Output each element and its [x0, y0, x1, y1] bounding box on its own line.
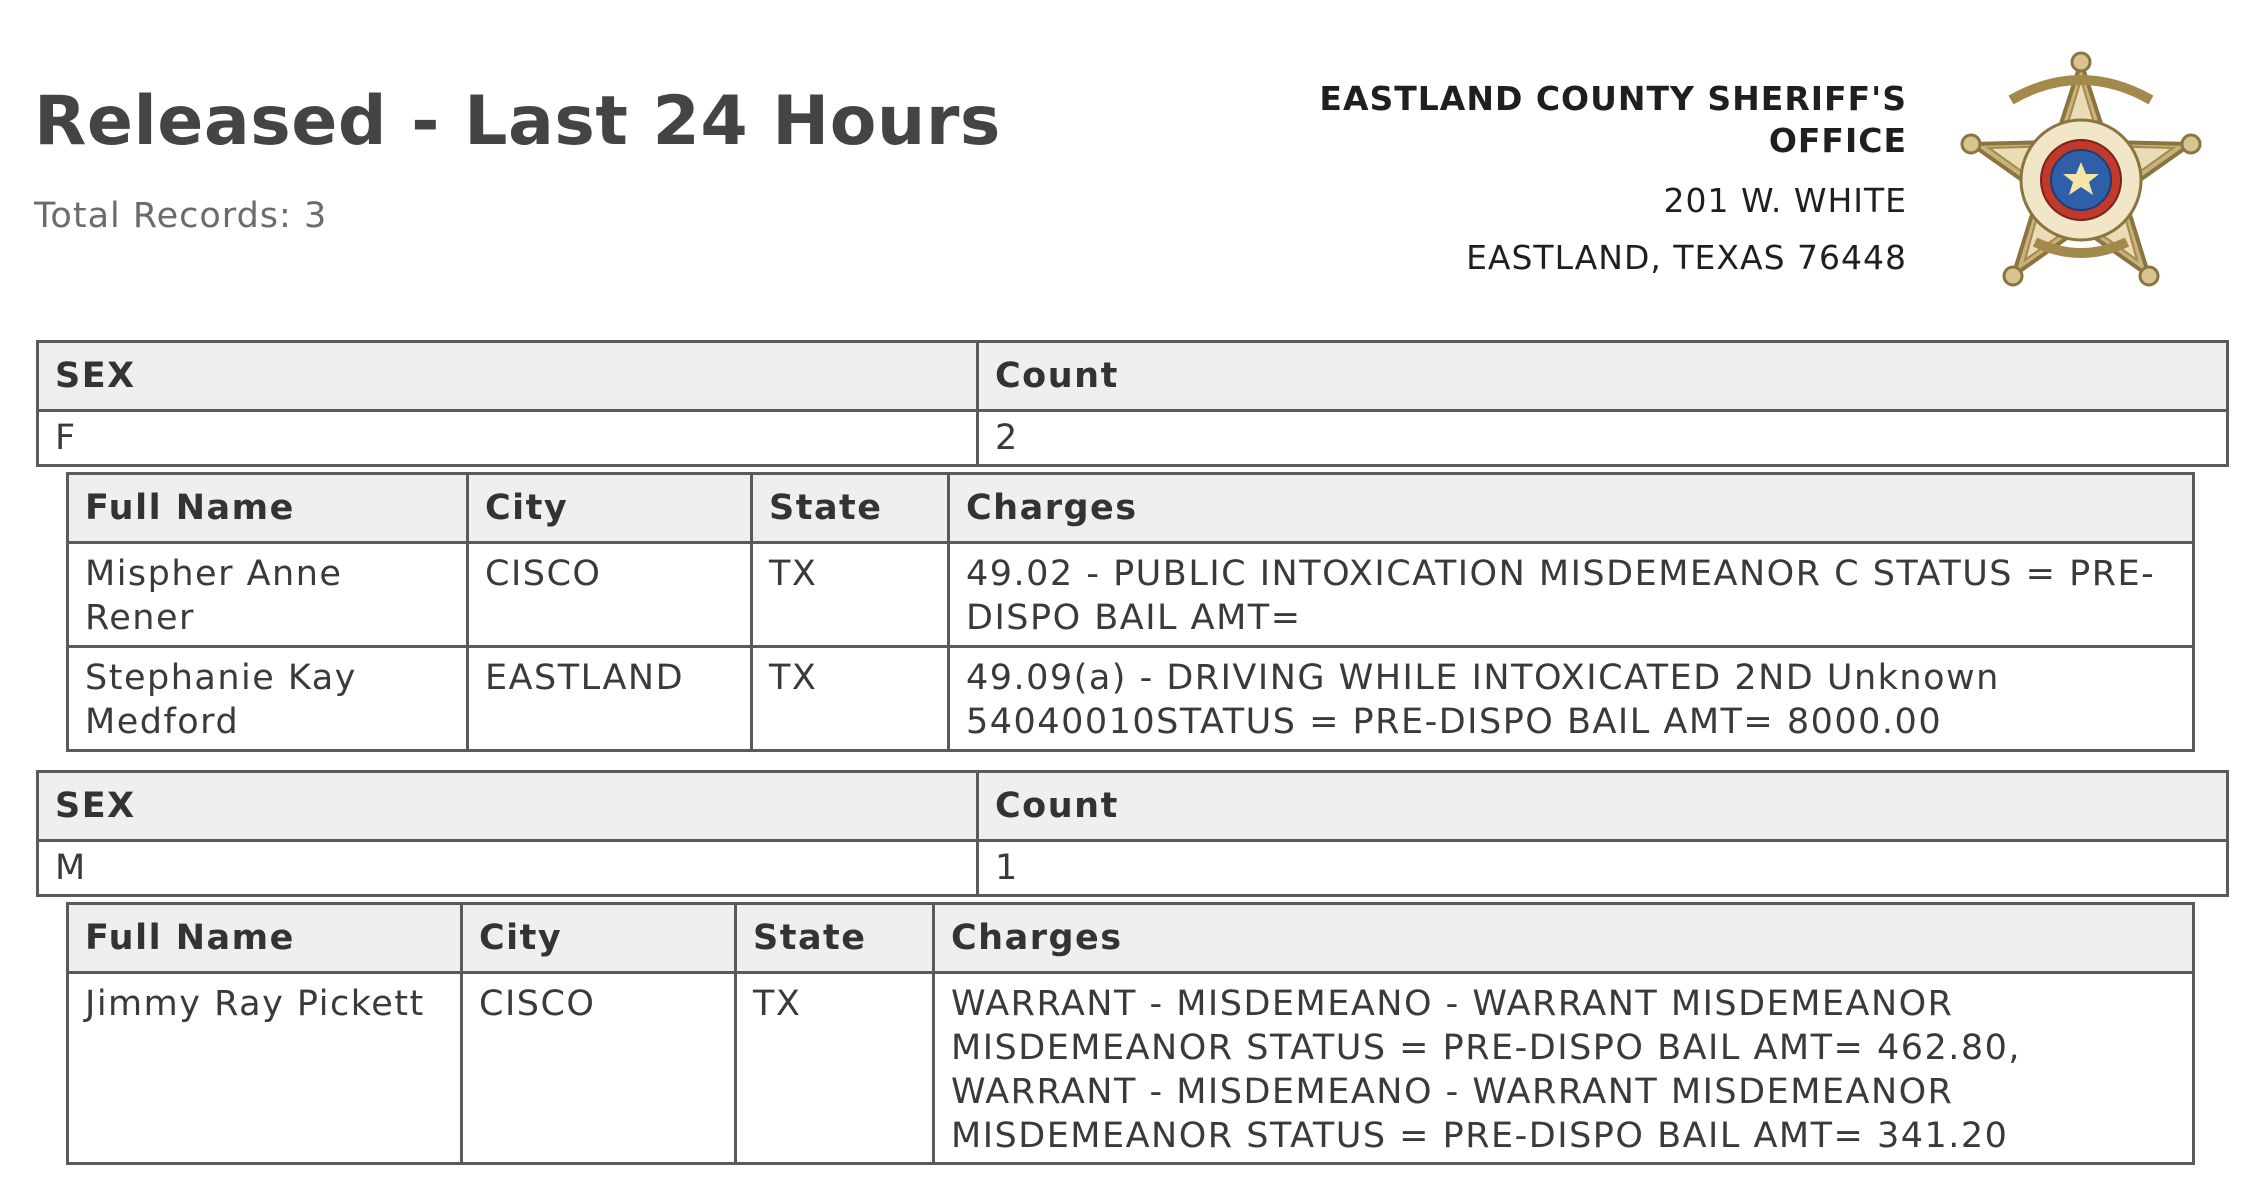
full-name-cell: Jimmy Ray Pickett	[68, 973, 462, 1164]
city-column-header: City	[462, 904, 736, 973]
sex-group-row	[38, 841, 2228, 896]
sheriff-star-badge-icon	[1938, 30, 2224, 304]
sex-column-header: SEX	[38, 772, 978, 841]
count-column-header: Count	[978, 772, 2228, 841]
state-column-header: State	[752, 474, 949, 543]
details-header-row	[68, 904, 2194, 973]
agency-address-line1: 201 W. WHITE	[1663, 181, 1907, 220]
table-row	[68, 543, 2194, 647]
full-name-column-header: Full Name	[68, 904, 462, 973]
city-cell: EASTLAND	[468, 647, 752, 751]
agency-info	[1147, 78, 1907, 286]
release-details-table	[66, 472, 2195, 752]
count-value: 2	[978, 411, 2228, 466]
details-header-row	[68, 474, 2194, 543]
charges-cell: WARRANT - MISDEMEANO - WARRANT MISDEMEANOR MISDEMEANOR STATUS = PRE-DISPO BAIL AMT= 462.80, WARRANT - MISDEMEANO - WARRANT MISDEMEANOR MISDEMEANOR STATUS = PRE-DISPO BAIL AMT= 341.20	[934, 973, 2194, 1164]
city-column-header: City	[468, 474, 752, 543]
agency-name-line2: OFFICE	[1768, 121, 1907, 160]
agency-name-line1: EASTLAND COUNTY SHERIFF'S	[1319, 79, 1907, 118]
agency-address-line2: EASTLAND, TEXAS 76448	[1466, 238, 1907, 277]
sex-value: F	[38, 411, 978, 466]
full-name-cell: Mispher Anne Rener	[68, 543, 468, 647]
count-value: 1	[978, 841, 2228, 896]
sex-value: M	[38, 841, 978, 896]
total-records: Total Records: 3	[34, 196, 328, 236]
page-title: Released - Last 24 Hours	[34, 82, 1001, 161]
sex-group-header-row	[38, 772, 2228, 841]
charges-cell: 49.02 - PUBLIC INTOXICATION MISDEMEANOR C STATUS = PRE-DISPO BAIL AMT=	[949, 543, 2194, 647]
state-cell: TX	[752, 543, 949, 647]
full-name-column-header: Full Name	[68, 474, 468, 543]
sex-group-header-row	[38, 342, 2228, 411]
table-row	[68, 973, 2194, 1164]
sex-group-row	[38, 411, 2228, 466]
charges-column-header: Charges	[949, 474, 2194, 543]
state-column-header: State	[736, 904, 934, 973]
city-cell: CISCO	[468, 543, 752, 647]
full-name-cell: Stephanie Kay Medford	[68, 647, 468, 751]
city-cell: CISCO	[462, 973, 736, 1164]
state-cell: TX	[752, 647, 949, 751]
release-details-table	[66, 902, 2195, 1165]
charges-column-header: Charges	[934, 904, 2194, 973]
sex-group-table	[36, 340, 2229, 467]
charges-cell: 49.09(a) - DRIVING WHILE INTOXICATED 2ND Unknown 54040010STATUS = PRE-DISPO BAIL AMT= 8000.00	[949, 647, 2194, 751]
state-cell: TX	[736, 973, 934, 1164]
count-column-header: Count	[978, 342, 2228, 411]
table-row	[68, 647, 2194, 751]
sex-column-header: SEX	[38, 342, 978, 411]
sex-group-table	[36, 770, 2229, 897]
